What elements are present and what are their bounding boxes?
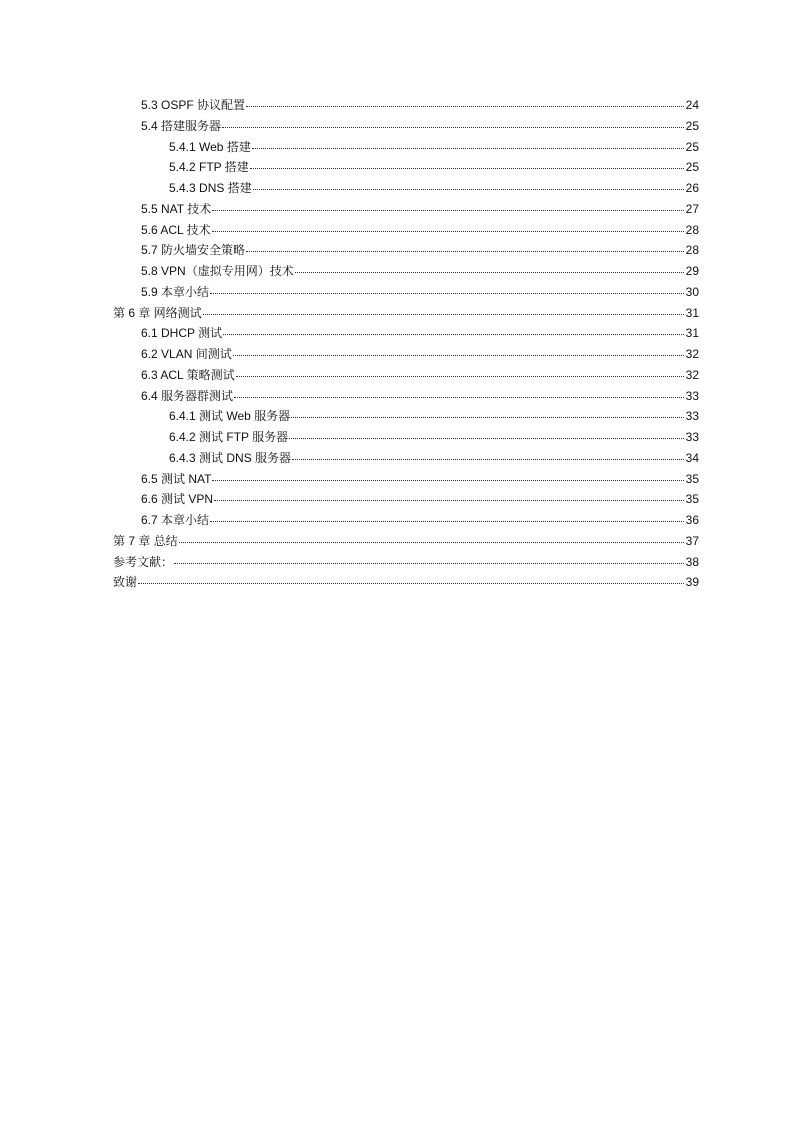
toc-entry[interactable] (113, 199, 699, 220)
toc-entry-title: 6.2 VLAN 间测试 (141, 347, 232, 361)
toc-entry-title: 6.1 DHCP 测试 (141, 326, 223, 341)
toc-entry[interactable] (113, 116, 699, 137)
toc-dot-leader (210, 509, 684, 522)
toc-entry-page: 25 (685, 139, 699, 154)
toc-entry[interactable] (113, 552, 699, 573)
toc-dot-leader (246, 239, 684, 252)
toc-entry-title: 致谢 (113, 575, 138, 590)
toc-entry-page: 25 (685, 160, 699, 175)
toc-entry-page: 38 (685, 554, 699, 569)
toc-entry-page: 28 (685, 243, 699, 258)
toc-entry[interactable] (113, 323, 699, 344)
toc-entry-title: 5.4.3 DNS 搭建 (169, 181, 252, 195)
toc-entry[interactable] (113, 448, 699, 469)
toc-entry-title: 6.7 本章小结 (141, 513, 210, 527)
toc-dot-leader (223, 322, 684, 335)
toc-entry-title: 5.4.2 FTP 搭建 (169, 160, 249, 175)
toc-dot-leader (236, 364, 684, 377)
toc-entry-page: 31 (685, 326, 699, 341)
toc-entry[interactable] (113, 406, 699, 427)
toc-entry-page: 33 (685, 388, 699, 403)
toc-dot-leader (179, 530, 684, 543)
table-of-contents (113, 95, 699, 593)
toc-entry-page: 30 (685, 284, 699, 299)
toc-entry-title: 5.6 ACL 技术 (141, 222, 211, 237)
toc-entry[interactable] (113, 572, 699, 593)
toc-dot-leader (138, 571, 684, 584)
toc-entry[interactable] (113, 386, 699, 407)
toc-entry-page: 36 (685, 513, 699, 527)
toc-dot-leader (222, 115, 684, 128)
toc-entry-title: 5.4.1 Web 搭建 (169, 139, 251, 154)
toc-entry-title: 6.3 ACL 策略测试 (141, 367, 235, 382)
toc-entry-title: 6.4.3 测试 DNS 服务器 (169, 450, 292, 465)
toc-entry-page: 35 (685, 471, 699, 486)
toc-entry-title: 5.7 防火墙安全策略 (141, 243, 246, 258)
toc-entry[interactable] (113, 427, 699, 448)
toc-dot-leader (234, 385, 684, 398)
toc-dot-leader (203, 302, 684, 315)
toc-entry-title: 第 7 章 总结 (113, 533, 178, 548)
toc-entry[interactable] (113, 282, 699, 303)
toc-entry-title: 5.3 OSPF 协议配置 (141, 98, 246, 112)
toc-entry-page: 35 (685, 492, 699, 507)
toc-entry-page: 31 (685, 305, 699, 320)
toc-entry-page: 34 (685, 450, 699, 465)
toc-dot-leader (295, 260, 684, 273)
toc-entry[interactable] (113, 261, 699, 282)
toc-entry[interactable] (113, 489, 699, 510)
toc-entry-page: 32 (685, 367, 699, 382)
toc-entry[interactable] (113, 469, 699, 490)
toc-entry-title: 6.4 服务器群测试 (141, 388, 234, 403)
toc-entry[interactable] (113, 178, 699, 199)
toc-entry-page: 32 (685, 347, 699, 361)
toc-entry-title: 6.5 测试 NAT (141, 471, 212, 486)
toc-entry-title: 5.8 VPN（虚拟专用网）技术 (141, 264, 294, 278)
toc-entry-title: 参考文献： (113, 554, 174, 569)
toc-entry[interactable] (113, 365, 699, 386)
toc-entry-page: 33 (685, 409, 699, 424)
toc-dot-leader (212, 468, 684, 481)
toc-dot-leader (291, 405, 684, 418)
toc-entry-page: 29 (685, 264, 699, 278)
toc-entry-title: 5.9 本章小结 (141, 284, 210, 299)
toc-entry[interactable] (113, 510, 699, 531)
toc-dot-leader (250, 156, 684, 169)
toc-entry-title: 6.6 测试 VPN (141, 492, 214, 507)
toc-entry-page: 27 (685, 201, 699, 216)
toc-entry[interactable] (113, 220, 699, 241)
toc-dot-leader (253, 177, 684, 190)
toc-entry-title: 6.4.1 测试 Web 服务器 (169, 409, 291, 424)
toc-entry[interactable] (113, 303, 699, 324)
toc-entry[interactable] (113, 344, 699, 365)
toc-dot-leader (289, 426, 684, 439)
toc-entry-page: 37 (685, 533, 699, 548)
toc-entry-title: 5.4 搭建服务器 (141, 118, 222, 133)
toc-entry[interactable] (113, 531, 699, 552)
toc-dot-leader (246, 94, 684, 107)
toc-entry-page: 25 (685, 118, 699, 133)
toc-dot-leader (174, 551, 684, 564)
toc-entry-title: 6.4.2 测试 FTP 服务器 (169, 430, 289, 444)
toc-dot-leader (210, 281, 684, 294)
toc-entry-page: 24 (685, 98, 699, 112)
toc-entry-page: 39 (685, 575, 699, 590)
toc-entry-page: 33 (685, 430, 699, 444)
toc-entry-page: 26 (685, 181, 699, 195)
toc-dot-leader (292, 447, 684, 460)
toc-entry-title: 第 6 章 网络测试 (113, 305, 202, 320)
toc-entry[interactable] (113, 95, 699, 116)
toc-entry-title: 5.5 NAT 技术 (141, 201, 212, 216)
toc-entry[interactable] (113, 240, 699, 261)
toc-entry-page: 28 (685, 222, 699, 237)
toc-dot-leader (252, 136, 684, 149)
toc-entry[interactable] (113, 157, 699, 178)
toc-dot-leader (214, 488, 684, 501)
toc-dot-leader (212, 198, 684, 211)
toc-dot-leader (212, 219, 684, 232)
toc-entry[interactable] (113, 137, 699, 158)
toc-dot-leader (233, 343, 684, 356)
